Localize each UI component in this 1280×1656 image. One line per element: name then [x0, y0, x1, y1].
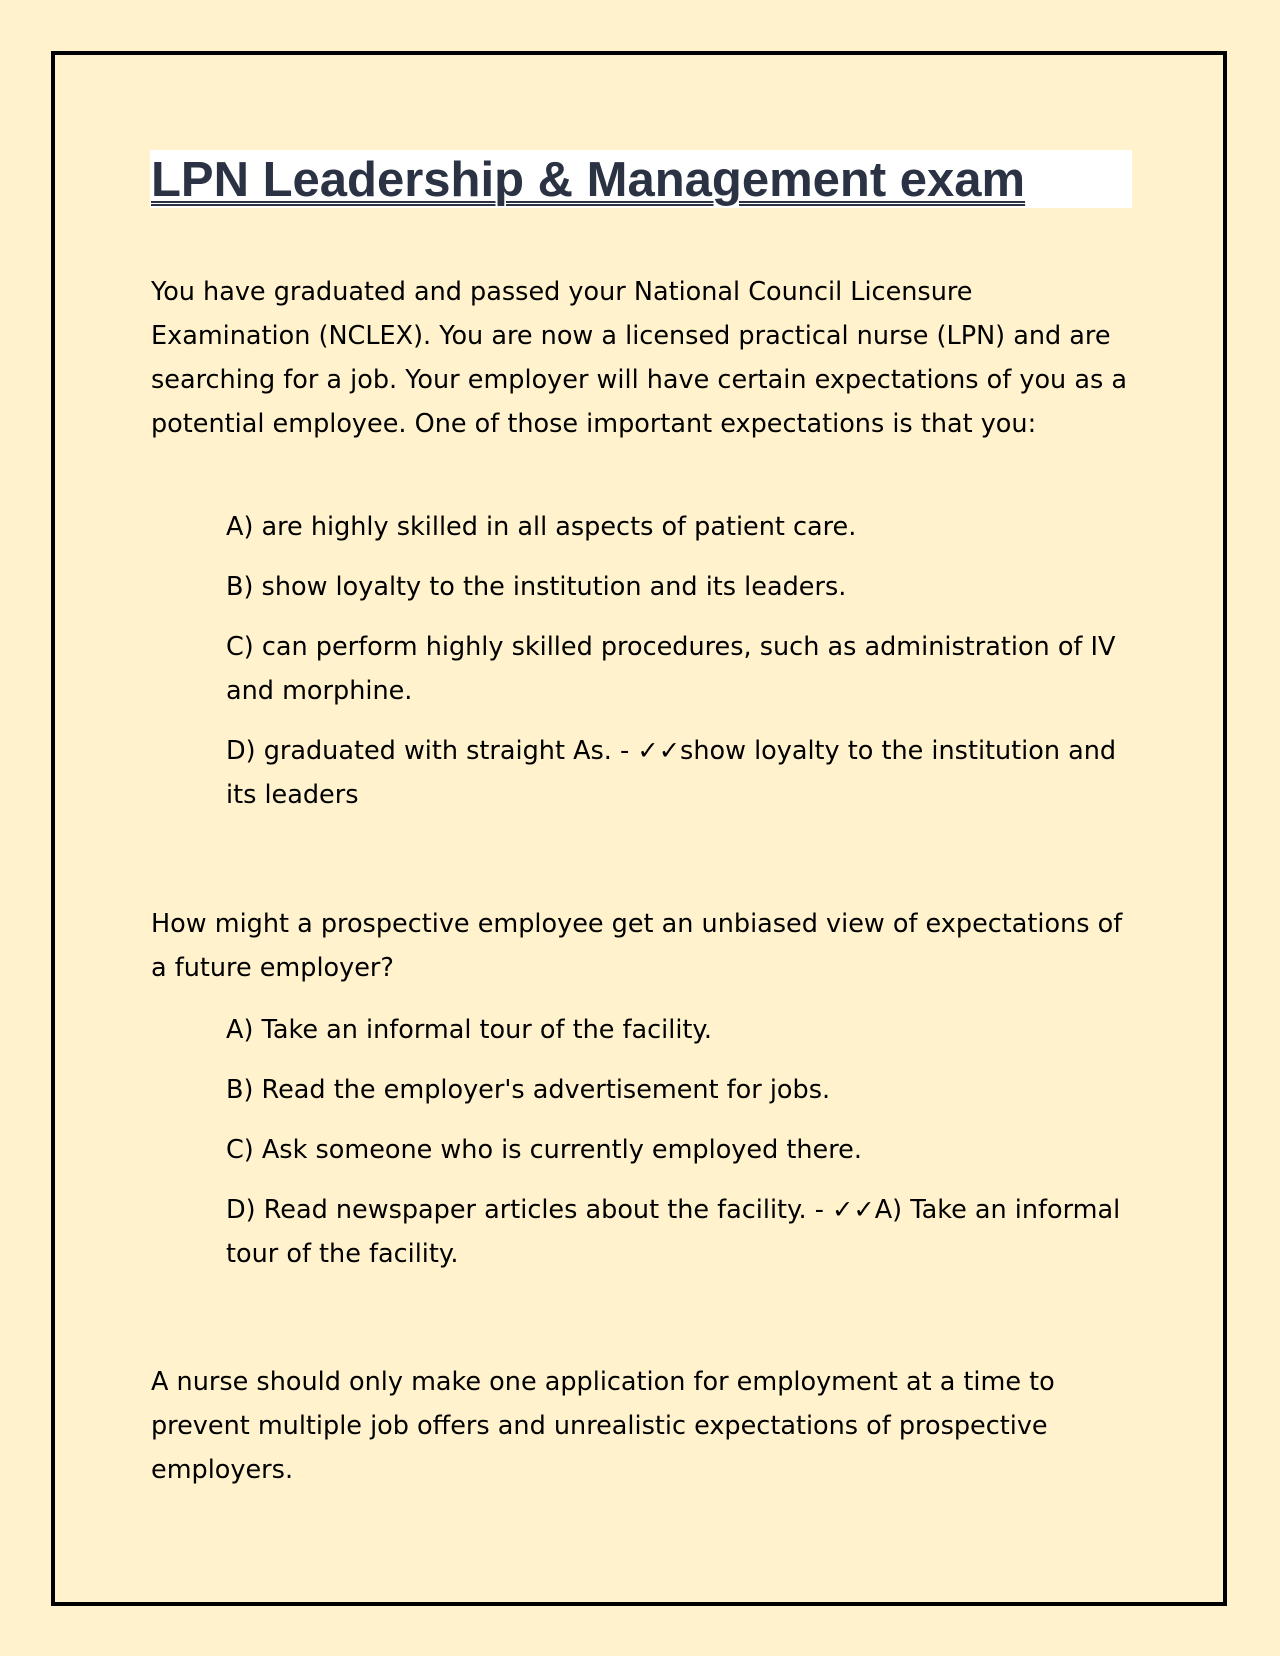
document-title: LPN Leadership & Management exam	[151, 153, 1026, 207]
question-1-option-d-answer: D) graduated with straight As. - ✓✓show loyalty to the institution and its leaders	[226, 736, 1117, 810]
statement-paragraph: A nurse should only make one application for employment at a time to prevent multiple job offers and unrealistic expectations of prospective employers.	[151, 1367, 1055, 1485]
question-1-option-b: B) show loyalty to the institution and its leaders.	[226, 572, 847, 602]
question-2-options	[226, 1008, 1126, 1292]
question-1-option-c: C) can perform highly skilled procedures, such as administration of IV and morphine.	[226, 632, 1116, 706]
question-2-option-b: B) Read the employer's advertisement for jobs.	[226, 1075, 831, 1105]
question-1-stem: You have graduated and passed your National Council Licensure Examination (NCLEX). You are now a licensed practical nurse (LPN) and are searching for a job. Your employer will have certain expectations of you as a potential employee. One of those important expectations is that you:	[151, 277, 1127, 439]
question-2-stem: How might a prospective employee get an unbiased view of expectations of a future employer?	[151, 909, 1123, 983]
question-2-option-c: C) Ask someone who is currently employed there.	[226, 1135, 862, 1165]
question-1-option-a: A) are highly skilled in all aspects of patient care.	[226, 512, 857, 542]
question-2-option-a: A) Take an informal tour of the facility.	[226, 1015, 712, 1045]
title-highlight	[150, 150, 1132, 208]
question-2-option-d-answer: D) Read newspaper articles about the facility. - ✓✓A) Take an informal tour of the facility.	[226, 1195, 1121, 1269]
question-1-options	[226, 505, 1126, 833]
